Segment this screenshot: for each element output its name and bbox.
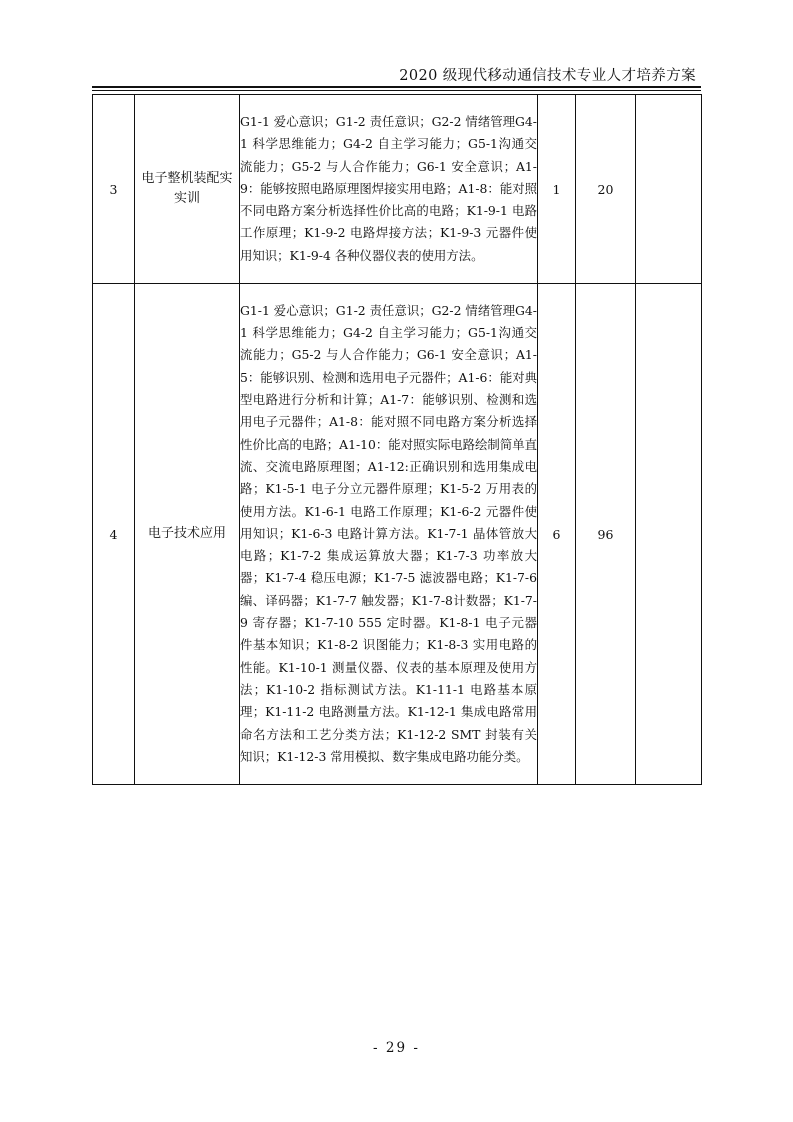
table-row [93, 284, 702, 785]
page-number: - 29 - [373, 1040, 420, 1056]
course-note [636, 284, 702, 785]
course-name-text: 电子整机装配实实训 [141, 171, 233, 206]
course-credit: 1 [538, 95, 576, 284]
row-number: 3 [93, 95, 135, 284]
course-name [135, 284, 240, 785]
course-hours: 96 [576, 284, 636, 785]
table-row [93, 95, 702, 284]
course-table [92, 94, 702, 785]
course-note [636, 95, 702, 284]
row-number: 4 [93, 284, 135, 785]
document-header-title: 2020 级现代移动通信技术专业人才培养方案 [399, 68, 696, 84]
course-name-text: 电子技术应用 [147, 526, 226, 541]
course-name [135, 95, 240, 284]
course-credit: 6 [538, 284, 576, 785]
course-objectives-text: G1-1 爱心意识；G1-2 责任意识；G2-2 情绪管理G4-1 科学思维能力；G4-2 自主学习能力；G5-1沟通交流能力；G5-2 与人合作能力；G6-1 安全意识；A1-9：能够按照电路原理图焊接实用电路；A1-8：能对照不同电路方案分析选择性价比高的电路；K1-9-1 电路工作原理；K1-9-2 电路焊接方法；K1-9-3 元器件使用知识；K1-9-4 各种仪器仪表的使用方法。 [240, 113, 537, 263]
header-rule-thick [92, 86, 701, 88]
course-objectives-text: G1-1 爱心意识；G1-2 责任意识；G2-2 情绪管理G4-1 科学思维能力；G4-2 自主学习能力；G5-1沟通交流能力；G5-2 与人合作能力；G6-1 安全意识；A1-5：能够识别、检测和选用电子元器件；A1-6：能对典型电路进行分析和计算；A1-7：能够识别、检测和选用电子元器件；A1-8：能对照不同电路方案分析选择性价比高的电路；A1-10：能对照实际电路绘制简单直流、交流电路原理图；A1-12:正确识别和选用集成电路；K1-5-1 电子分立元器件原理；K1-5-2 万用表的使用方法。K1-6-1 电路工作原理；K1-6-2 元器件使用知识；K1-6-3 电路计算方法。K1-7-1 晶体管放大电路；K1-7-2 集成运算放大器；K1-7-3 功率放大器；K1-7-4 稳压电源；K1-7-5 滤波器电路；K1-7-6 编、译码器；K1-7-7 触发器；K1-7-8计数器；K1-7-9 寄存器；K1-7-10 555 定时器。K1-8-1 电子元器件基本知识；K1-8-2 识图能力；K1-8-3 实用电路的性能。K1-10-1 测量仪器、仪表的基本原理及使用方法；K1-10-2 指标测试方法。K1-11-1 电路基本原理；K1-11-2 电路测量方法。K1-12-1 集成电路常用命名方法和工艺分类方法；K1-12-2 SMT 封装有关知识；K1-12-3 常用模拟、数字集成电路功能分类。 [240, 302, 537, 764]
course-objectives [240, 95, 538, 284]
header-rule-thin [92, 90, 701, 91]
course-hours: 20 [576, 95, 636, 284]
course-objectives [240, 284, 538, 785]
